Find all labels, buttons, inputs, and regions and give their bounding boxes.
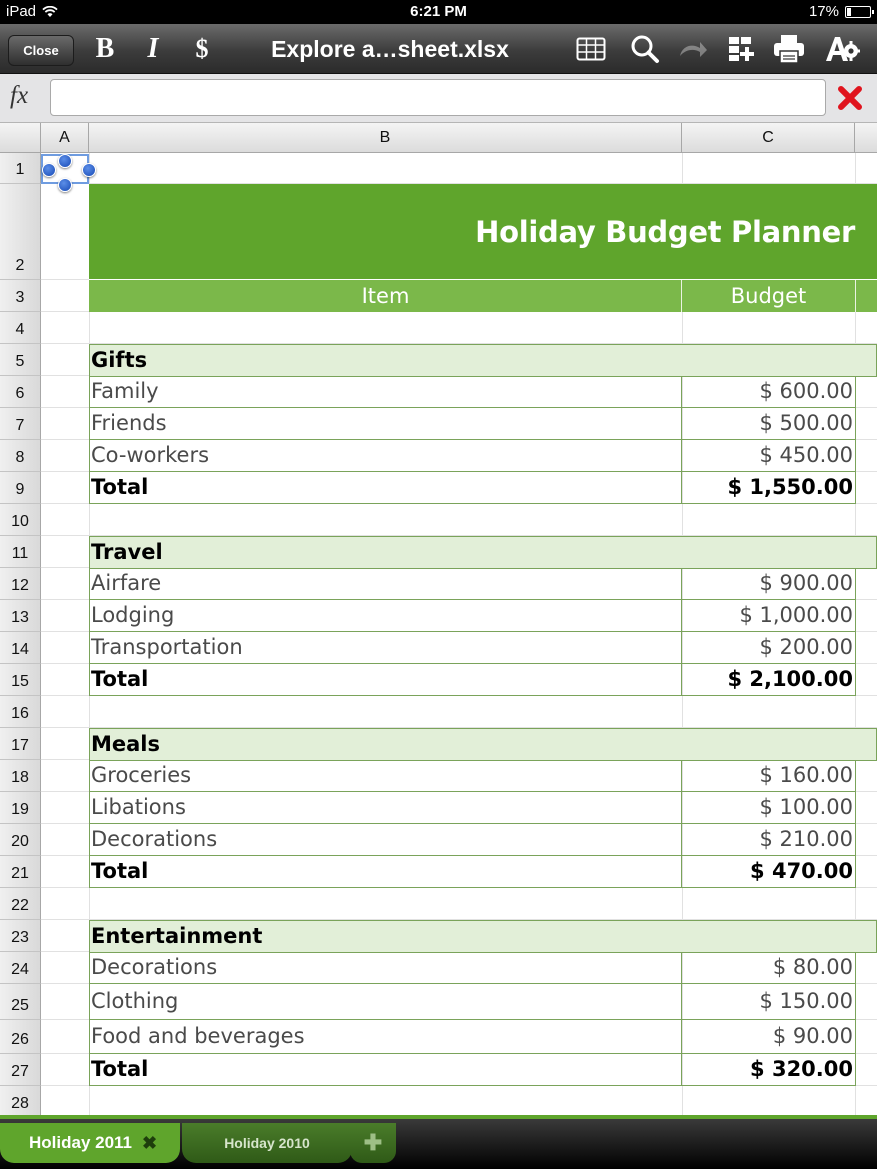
cell-border: [855, 632, 856, 664]
cell-border: [855, 440, 856, 472]
grid-icon: [576, 37, 606, 61]
cell-border: [89, 1020, 90, 1054]
cell-border: [89, 408, 90, 440]
row-border: [89, 1085, 855, 1086]
section-title[interactable]: Meals: [91, 732, 161, 756]
printer-icon: [773, 34, 805, 64]
item-name[interactable]: Clothing: [91, 989, 179, 1013]
cell-border: [89, 472, 90, 504]
cell-border: [89, 1054, 90, 1086]
total-label[interactable]: Total: [91, 667, 149, 691]
cell-border: [855, 792, 856, 824]
item-name[interactable]: Decorations: [91, 827, 218, 851]
item-name[interactable]: Food and beverages: [91, 1024, 305, 1048]
sheet-title[interactable]: Holiday Budget Planner: [475, 215, 855, 249]
row-header-19[interactable]: 19: [0, 792, 41, 824]
row-border: [89, 471, 855, 472]
row-border: [89, 599, 855, 600]
row-header-26[interactable]: 26: [0, 1020, 41, 1054]
cell-border: [89, 664, 90, 696]
formula-input[interactable]: [50, 79, 826, 116]
tab-label: Holiday 2010: [224, 1135, 310, 1151]
column-header-c[interactable]: C: [682, 123, 855, 153]
cell-border: [681, 984, 682, 1020]
fx-icon: fx: [10, 82, 29, 109]
column-header-a[interactable]: A: [41, 123, 89, 153]
row-border: [89, 983, 855, 984]
close-button[interactable]: Close: [8, 35, 74, 66]
item-amount[interactable]: $ 900.00: [759, 571, 853, 595]
cell-border: [681, 376, 682, 408]
cell-border: [681, 856, 682, 888]
item-name[interactable]: Airfare: [91, 571, 162, 595]
search-icon: [630, 34, 660, 64]
close-tab-icon[interactable]: ✖: [142, 1132, 158, 1153]
cell-border: [855, 376, 856, 408]
selection-handle-top[interactable]: [58, 154, 72, 168]
device-label: iPad: [6, 3, 37, 20]
cell-border: [681, 440, 682, 472]
status-bar: [0, 0, 877, 24]
selection-handle-left[interactable]: [42, 163, 56, 177]
item-amount[interactable]: $ 80.00: [772, 955, 853, 979]
total-amount[interactable]: $ 470.00: [750, 859, 853, 883]
item-amount[interactable]: $ 200.00: [759, 635, 853, 659]
clock: 6:21 PM: [410, 3, 467, 20]
row-header-8[interactable]: 8: [0, 440, 41, 472]
row-border: [89, 791, 855, 792]
selection-handle-bottom[interactable]: [58, 178, 72, 192]
cell-border: [681, 952, 682, 984]
row-header-16[interactable]: 16: [0, 696, 41, 728]
add-sheet-button[interactable]: [350, 1123, 396, 1163]
item-amount[interactable]: $ 160.00: [759, 763, 853, 787]
item-name[interactable]: Co-workers: [91, 443, 210, 467]
insert-icon: [727, 35, 755, 63]
total-label[interactable]: Total: [91, 475, 149, 499]
formula-bar: [0, 74, 877, 123]
redo-icon: [676, 38, 708, 60]
row-header-11[interactable]: 11: [0, 536, 41, 568]
row-border: [89, 887, 855, 888]
row-header-24[interactable]: 24: [0, 952, 41, 984]
row-header-2[interactable]: 2: [0, 184, 41, 280]
row-header-17[interactable]: 17: [0, 728, 41, 760]
cell-border: [681, 408, 682, 440]
cell-border: [89, 952, 90, 984]
row-header-6[interactable]: 6: [0, 376, 41, 408]
row-header-27[interactable]: 27: [0, 1054, 41, 1086]
item-amount[interactable]: $ 600.00: [759, 379, 853, 403]
cell-border: [89, 632, 90, 664]
row-border: [89, 855, 855, 856]
column-header-d[interactable]: [855, 123, 877, 153]
row-border: [89, 695, 855, 696]
section-header-band: [89, 728, 877, 761]
sheet-tab-bar: [0, 1115, 877, 1169]
row-border: [89, 1053, 855, 1054]
row-header-25[interactable]: 25: [0, 984, 41, 1020]
cell-border: [855, 952, 856, 984]
battery-icon: [845, 6, 871, 18]
row-header-28[interactable]: 28: [0, 1086, 41, 1115]
item-name[interactable]: Transportation: [91, 635, 243, 659]
header-item[interactable]: Item: [361, 284, 410, 308]
cell-border: [681, 760, 682, 792]
cell-border: [89, 792, 90, 824]
item-amount[interactable]: $ 90.00: [772, 1024, 853, 1048]
row-border: [89, 439, 855, 440]
row-header-1[interactable]: 1: [0, 153, 41, 184]
tab-holiday-2011[interactable]: [0, 1123, 180, 1163]
row-border: [89, 823, 855, 824]
plus-icon: ✚: [363, 1130, 383, 1155]
cell-border: [89, 984, 90, 1020]
row-header-15[interactable]: 15: [0, 664, 41, 696]
item-name[interactable]: Family: [91, 379, 159, 403]
section-title[interactable]: Entertainment: [91, 924, 263, 948]
section-header-band: [89, 344, 877, 377]
cell-border: [681, 568, 682, 600]
total-amount[interactable]: $ 1,550.00: [727, 475, 853, 499]
row-header-12[interactable]: 12: [0, 568, 41, 600]
tab-label: Holiday 2011: [29, 1133, 133, 1152]
item-name[interactable]: Decorations: [91, 955, 218, 979]
row-header-23[interactable]: 23: [0, 920, 41, 952]
red-x-icon: [836, 84, 864, 112]
currency-icon: $: [195, 34, 209, 63]
selection-handle-right[interactable]: [82, 163, 96, 177]
row-border: [89, 631, 855, 632]
item-name[interactable]: Friends: [91, 411, 167, 435]
item-name[interactable]: Libations: [91, 795, 186, 819]
cell-border: [855, 760, 856, 792]
row-header-3[interactable]: 3: [0, 280, 41, 312]
currency-format-button[interactable]: [188, 32, 216, 66]
section-header-band: [89, 536, 877, 569]
item-name[interactable]: Lodging: [91, 603, 175, 627]
cell-border: [89, 600, 90, 632]
cell-border: [89, 376, 90, 408]
cell-border: [681, 792, 682, 824]
column-header-b[interactable]: B: [89, 123, 682, 153]
font-gear-icon: [824, 34, 860, 64]
row-header-9[interactable]: 9: [0, 472, 41, 504]
row-border: [89, 663, 855, 664]
cell-border: [89, 760, 90, 792]
item-amount[interactable]: $ 100.00: [759, 795, 853, 819]
cell-border: [89, 440, 90, 472]
total-label[interactable]: Total: [91, 859, 149, 883]
row-border: [89, 503, 855, 504]
cell-border: [681, 600, 682, 632]
row-header-21[interactable]: 21: [0, 856, 41, 888]
total-label[interactable]: Total: [91, 1057, 149, 1081]
row-header-7[interactable]: 7: [0, 408, 41, 440]
row-header-4[interactable]: 4: [0, 312, 41, 344]
spreadsheet-grid[interactable]: [0, 123, 877, 1115]
select-all-corner[interactable]: [0, 123, 41, 153]
row-header-5[interactable]: 5: [0, 344, 41, 376]
item-amount[interactable]: $ 500.00: [759, 411, 853, 435]
total-amount[interactable]: $ 2,100.00: [727, 667, 853, 691]
search-button[interactable]: [628, 32, 662, 66]
cell-border: [681, 1054, 682, 1086]
document-title: Explore a…sheet.xlsx: [271, 36, 509, 62]
item-amount[interactable]: $ 150.00: [759, 989, 853, 1013]
cell-border: [855, 568, 856, 600]
item-amount[interactable]: $ 210.00: [759, 827, 853, 851]
cell-border: [89, 824, 90, 856]
tab-holiday-2010[interactable]: [182, 1123, 352, 1163]
cell-border: [681, 824, 682, 856]
item-amount[interactable]: $ 1,000.00: [739, 603, 853, 627]
section-title[interactable]: Gifts: [91, 348, 148, 372]
header-budget[interactable]: Budget: [730, 284, 807, 308]
cell-border: [681, 664, 682, 696]
section-title[interactable]: Travel: [91, 540, 163, 564]
bold-button[interactable]: B: [95, 33, 115, 64]
cell-border: [681, 632, 682, 664]
row-border: [89, 1019, 855, 1020]
cell-border: [89, 856, 90, 888]
cell-border: [855, 408, 856, 440]
redo-button[interactable]: [675, 32, 709, 66]
cell-border: [681, 1020, 682, 1054]
font-settings-button[interactable]: [822, 32, 862, 66]
cell-format-button[interactable]: [574, 32, 608, 66]
row-header-22[interactable]: 22: [0, 888, 41, 920]
header-divider-right: [855, 280, 856, 312]
cell-border: [855, 1020, 856, 1054]
cell-border: [855, 472, 856, 504]
row-header-13[interactable]: 13: [0, 600, 41, 632]
print-button[interactable]: [771, 32, 807, 66]
item-amount[interactable]: $ 450.00: [759, 443, 853, 467]
total-amount[interactable]: $ 320.00: [750, 1057, 853, 1081]
row-header-10[interactable]: 10: [0, 504, 41, 536]
cell-border: [855, 1054, 856, 1086]
row-border: [89, 407, 855, 408]
cell-border: [855, 984, 856, 1020]
insert-cells-button[interactable]: [724, 32, 758, 66]
cell-border: [681, 472, 682, 504]
battery-percent: 17%: [808, 3, 839, 20]
clear-formula-button[interactable]: [836, 84, 864, 112]
row-header-14[interactable]: 14: [0, 632, 41, 664]
cell-border: [855, 664, 856, 696]
row-header-18[interactable]: 18: [0, 760, 41, 792]
cell-border: [89, 568, 90, 600]
item-name[interactable]: Groceries: [91, 763, 192, 787]
cell-border: [855, 824, 856, 856]
italic-button[interactable]: I: [147, 33, 159, 64]
toolbar: [0, 24, 877, 74]
row-header-20[interactable]: 20: [0, 824, 41, 856]
cell-border: [855, 600, 856, 632]
cell-border: [855, 856, 856, 888]
